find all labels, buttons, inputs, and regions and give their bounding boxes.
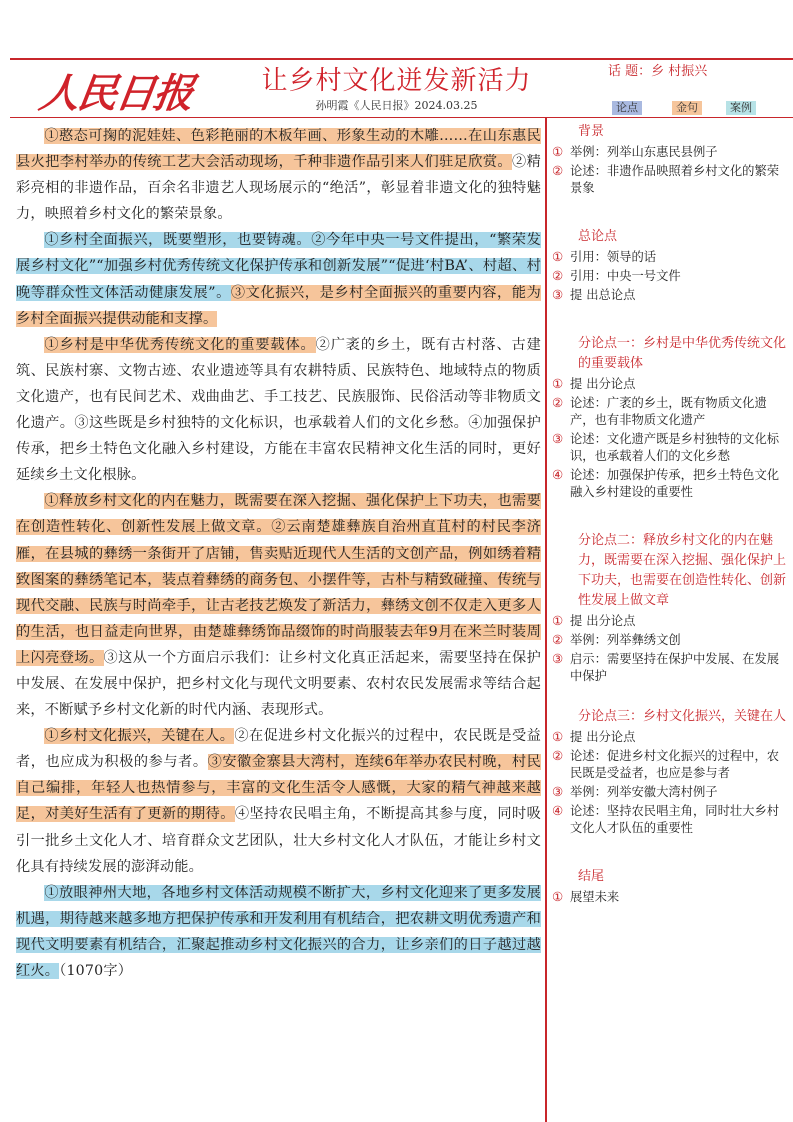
outline-item — [552, 395, 788, 429]
article-sentence: ①憨态可掬的泥娃娃、色彩艳丽的木板年画、形象生动的木雕……在山东惠民县火把李村举办的传统工艺大会活动现场，千种非遗作品引来人们驻足欣赏。 — [16, 128, 541, 171]
outline-item-number: ③ — [552, 288, 564, 302]
outline-item-number: ① — [552, 890, 564, 904]
article-paragraph — [16, 227, 541, 331]
outline-item-text: 引用：领导的话 — [570, 250, 657, 264]
outline-item-number: ④ — [552, 804, 564, 818]
outline-item-number: ④ — [552, 468, 564, 482]
article-paragraph — [16, 332, 541, 489]
outline-item — [552, 376, 788, 393]
article-sentence: ①放眼神州大地，各地乡村文体活动规模不断扩大，乡村文化迎来了更多发展机遇，期待越来越多地方把保护传承和开发利用有机结合，把农耕文明优秀遗产和现代文明要素有机结合，汇聚起推动乡村文化振兴的合力，让乡亲们的日子越过越红火。 — [16, 884, 541, 979]
article-sentence: ②广袤的乡土，既有古村落、古建筑、民族村寨、文物古迹、农业遗迹等具有农耕特质、民族特色、地域特点的物质文化遗产，也有民间艺术、戏曲曲艺、手工技艺、民族服饰、民俗活动等非物质文化遗产。③这些既是乡村独特的文化标识，也承载着人们的文化乡愁。④加强保护传承，把乡土特色文化融入乡村建设，方能在丰富农民精神文化生活的同时，更好延续乡土文化根脉。 — [16, 336, 541, 484]
article-sentence: ①乡村是中华优秀传统文化的重要载体。 — [44, 336, 316, 353]
outline-item-number: ① — [552, 145, 564, 159]
outline-item-number: ① — [552, 377, 564, 391]
outline-item-number: ① — [552, 250, 564, 264]
outline-item-text: 提 出分论点 — [570, 614, 636, 628]
column-divider — [545, 117, 547, 1122]
legend-golden-sentence: 金句 — [672, 101, 702, 115]
topic-label: 话 题：乡 村振兴 — [608, 64, 708, 79]
outline-item — [552, 268, 788, 285]
outline-section-heading: 分论点二：释放乡村文化的内在魅力，既需要在深入挖掘、强化保护上下功夫，也需要在创造性转化、创新性发展上做文章 — [578, 533, 787, 608]
article-sentence: ①释放乡村文化的内在魅力，既需要在深入挖掘、强化保护上下功夫，也需要在创造性转化、创新性发展上做文章。②云南楚雄彝族自治州直苴村的村民李济雁，在县城的彝绣一条街开了店铺，售卖贴近现代人生活的文创产品，例如绣着精致图案的彝绣笔记本，装点着彝绣的商务包、小摆件等，古朴与精致碰撞、传统与现代交融、民族与时尚牵手，让古老技艺焕发了新活力，彝绣文创不仅走入更多人的生活，也日益走向世界，由楚雄彝绣饰品缀饰的时尚服装去年9月在米兰时装周上闪亮登场。 — [16, 493, 541, 666]
article-sentence: ③文化振兴，是乡村全面振兴的重要内容，能为乡村全面振兴提供动能和支撑。 — [16, 284, 541, 327]
outline-item — [552, 467, 788, 501]
outline-item-text: 举例：列举安徽大湾村例子 — [570, 785, 718, 799]
page-title: 让乡村文化迸发新活力 — [261, 66, 532, 96]
newspaper-logo: 人民日报 — [36, 70, 195, 117]
outline-item-text: 论述：广袤的乡土，既有物质文化遗产，也有非物质文化遗产 — [570, 396, 767, 427]
article-paragraph — [16, 123, 541, 227]
outline-item-text: 论述：非遗作品映照着乡村文化的繁荣景象 — [570, 164, 780, 195]
article-sentence: ②精彩亮相的非遗作品，百余名非遗艺人现场展示的“绝活”，彰显着非遗文化的独特魅力，映照着乡村文化的繁荣景象。 — [16, 154, 541, 223]
outline-item-text: 论述：坚持农民唱主角，同时壮大乡村文化人才队伍的重要性 — [570, 804, 780, 835]
outline-item — [552, 632, 788, 649]
outline-item-text: 引用：中央一号文件 — [570, 269, 681, 283]
outline-item — [552, 287, 788, 304]
outline-item-number: ③ — [552, 652, 564, 666]
article-sentence: ④坚持农民唱主角，不断提高其参与度，同时吸引一批乡土文化人才、培育群众文艺团队，壮大乡村文化人才队伍，才能让乡村文化具有持续发展的澎湃动能。 — [16, 806, 541, 875]
outline-section-heading: 总论点 — [578, 229, 618, 244]
legend-argument: 论点 — [612, 101, 642, 115]
outline-item-text: 论述：加强保护传承，把乡土特色文化融入乡村建设的重要性 — [570, 468, 780, 499]
outline-item-text: 提 出总论点 — [570, 288, 636, 302]
article-sentence: ①乡村文化振兴，关键在人。 — [44, 728, 235, 745]
article-paragraph — [16, 723, 541, 880]
article-paragraph — [16, 880, 541, 984]
article-paragraph — [16, 488, 541, 723]
outline-item-number: ② — [552, 164, 564, 178]
outline-item — [552, 431, 788, 465]
outline-item — [552, 889, 788, 906]
outline-item — [552, 748, 788, 782]
outline-item-text: 启示：需要坚持在保护中发展、在发展中保护 — [570, 652, 780, 683]
outline-item — [552, 729, 788, 746]
outline-item-number: ② — [552, 269, 564, 283]
article-sentence: ③安徽金寨县大湾村，连续6年举办农民村晚，村民自己编排，年轻人也热情参与，丰富的文化生活令人感慨，大家的精气神越来越足，对美好生活有了更新的期待。 — [16, 754, 541, 823]
outline-item-number: ③ — [552, 432, 564, 446]
outline-section-heading: 分论点一：乡村是中华优秀传统文化的重要载体 — [578, 336, 787, 371]
outline-item-text: 提 出分论点 — [570, 730, 636, 744]
outline-item-text: 举例：列举彝绣文创 — [570, 633, 681, 647]
outline-item-number: ① — [552, 614, 564, 628]
article-sentence: ③这从一个方面启示我们：让乡村文化真正活起来，需要坚持在保护中发展、在发展中保护，把乡村文化与现代文明要素、农村农民发展需求等结合起来，不断赋予乡村文化新的时代内涵、表现形式。 — [16, 649, 541, 719]
outline-item — [552, 784, 788, 801]
outline-item — [552, 144, 788, 161]
outline-section-heading: 结尾 — [578, 869, 605, 884]
outline-item-number: ③ — [552, 785, 564, 799]
article-sentence: （1070字） — [59, 963, 133, 979]
byline: 孙明霞《人民日报》2024.03.25 — [315, 99, 478, 112]
outline-item-number: ② — [552, 396, 564, 410]
outline-item-text: 提 出分论点 — [570, 377, 636, 391]
outline-item — [552, 803, 788, 837]
legend-case: 案例 — [726, 101, 756, 115]
outline-section-heading: 分论点三：乡村文化振兴，关键在人 — [578, 709, 787, 724]
outline-item — [552, 613, 788, 630]
outline-item-number: ② — [552, 633, 564, 647]
outline-item-text: 举例：列举山东惠民县例子 — [570, 145, 718, 159]
outline-item-number: ① — [552, 730, 564, 744]
outline-item — [552, 249, 788, 266]
outline-item-text: 论述：促进乡村文化振兴的过程中，农民既是受益者，也应是参与者 — [570, 749, 780, 780]
article-sentence: ②在促进乡村文化振兴的过程中，农民既是受益者，也应成为积极的参与者。 — [16, 728, 541, 771]
header-bottom-rule — [10, 117, 793, 118]
outline-section-heading: 背景 — [578, 124, 605, 139]
outline-item-text: 论述：文化遗产既是乡村独特的文化标识，也承载着人们的文化乡愁 — [570, 432, 780, 463]
outline-item-number: ② — [552, 749, 564, 763]
outline-sidebar — [552, 122, 788, 906]
outline-item-text: 展望未来 — [570, 890, 620, 904]
outline-item — [552, 163, 788, 197]
article-body — [16, 123, 541, 984]
outline-item — [552, 651, 788, 685]
article-sentence: ①乡村全面振兴，既要塑形，也要铸魂。②今年中央一号文件提出，“繁荣发展乡村文化”“加强乡村优秀传统文化保护传承和创新发展”“促进‘村BA’、村超、村晚等群众性文体活动健康发展”。 — [16, 232, 541, 301]
